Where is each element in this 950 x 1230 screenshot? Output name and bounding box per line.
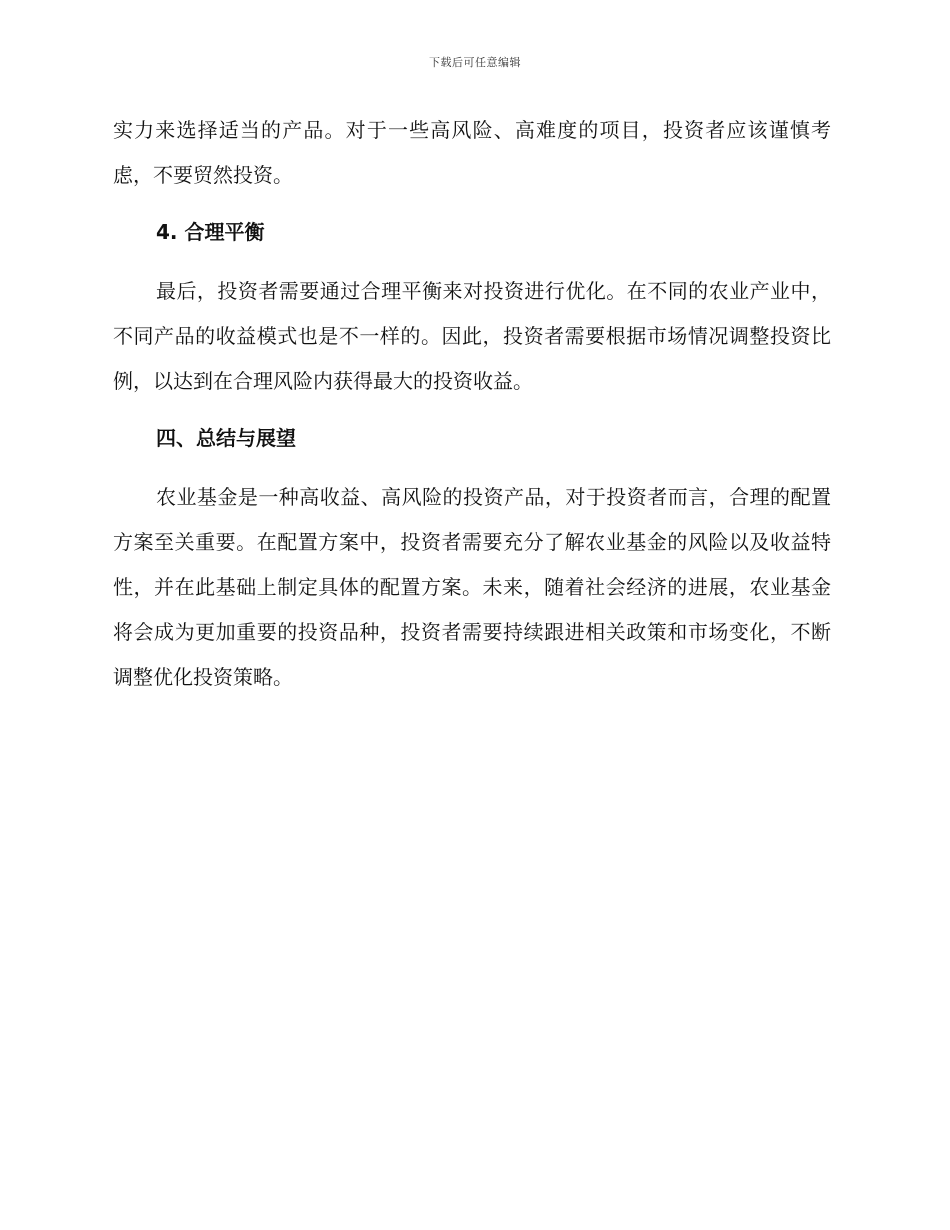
paragraph-balance: 最后，投资者需要通过合理平衡来对投资进行优化。在不同的农业产业中，不同产品的收益模式也是不一样的。因此，投资者需要根据市场情况调整投资比例，以达到在合理风险内获得最大的投资收益。 [113, 279, 831, 393]
section-heading-summary: 四、总结与展望 [156, 426, 296, 450]
section-heading-balance: 4. 合理平衡 [156, 220, 265, 244]
paragraph-continued: 实力来选择适当的产品。对于一些高风险、高难度的项目，投资者应该谨慎考虑，不要贸然投资。 [113, 118, 831, 187]
page-header: 下载后可任意编辑 [429, 56, 521, 69]
paragraph-summary: 农业基金是一种高收益、高风险的投资产品，对于投资者而言，合理的配置方案至关重要。在配置方案中，投资者需要充分了解农业基金的风险以及收益特性，并在此基础上制定具体的配置方案。未来，随着社会经济的进展，农业基金将会成为更加重要的投资品种，投资者需要持续跟进相关政策和市场变化，不断调整优化投资策略。 [113, 485, 831, 689]
document-body [113, 108, 831, 700]
